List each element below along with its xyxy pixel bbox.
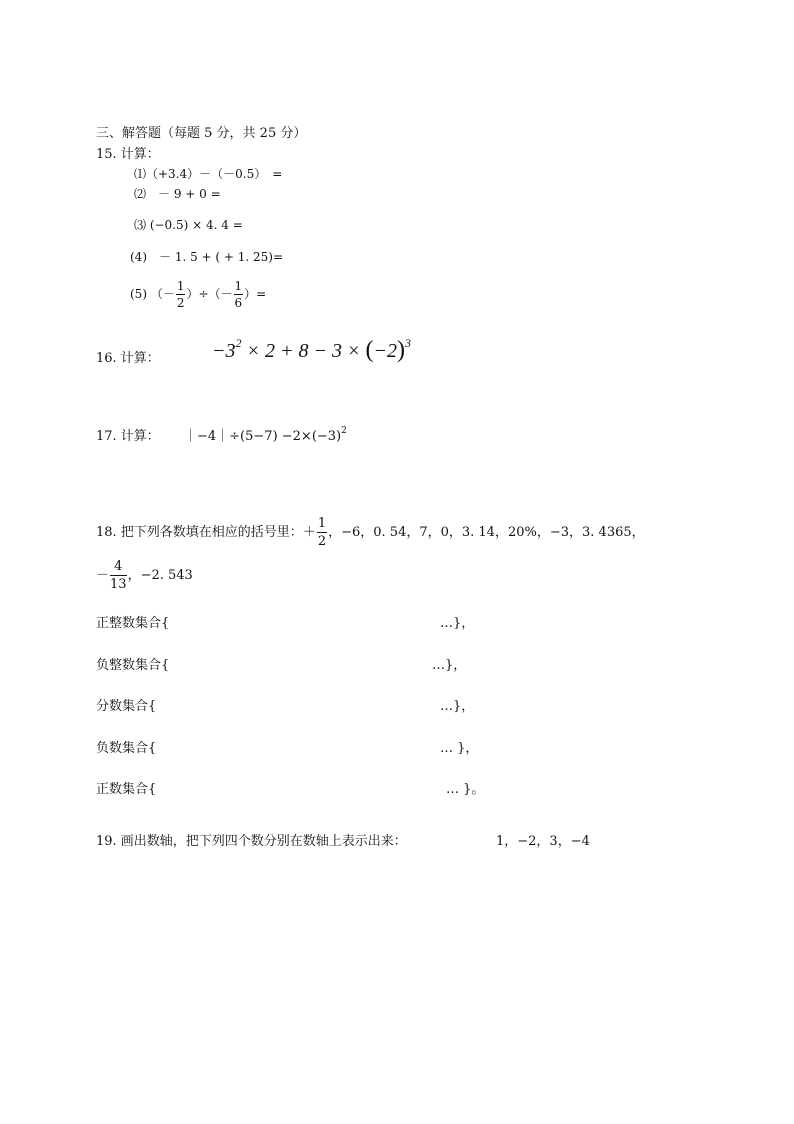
q18-list: ，−6，0. 54，7，0，3. 14，20%，−3，3. 4365， [328,525,645,540]
set-positive-integers-end: …}， [440,616,475,631]
q15-item-4: (4) － 1. 5 + ( + 1. 25)= [130,250,284,264]
q18-label: 18. 把下列各数填在相应的括号里：＋ [96,525,316,540]
q16-label: 16. 计算： [96,351,160,366]
set-positive-integers-label: 正整数集合{ [96,616,170,631]
q15-item5-suffix: ）= [244,287,267,301]
set-negative-integers-end: …}， [432,658,467,673]
q17-label: 17. 计算： [96,429,160,444]
q19-text: 19. 画出数轴，把下列四个数分别在数轴上表示出来： [96,834,407,849]
q19-numbers: 1，−2，3，−4 [496,834,590,849]
fraction-plus-one-half: $\frac{1}{2}$ [317,516,327,549]
set-negative-numbers-end: … }， [440,741,479,756]
set-negative-integers-label: 负整数集合{ [96,658,170,673]
q15-item-3: ⑶ (−0.5) × 4. 4 = [134,218,243,232]
q16-expression: $-3^2 \times 2 + 8 - 3 \times (-2)^3$ [212,336,411,363]
fraction-one-half: $\frac{1}{2}$ [176,279,185,310]
q15-item-1: ⑴（+3.4）－（－0.5） = [134,167,283,181]
set-positive-numbers-end: … }。 [446,782,485,797]
q15-item-2: ⑵ － 9 + 0 = [134,187,221,201]
set-positive-numbers-label: 正数集合{ [96,782,157,797]
fraction-four-thirteenths: $\frac{4}{13}$ [110,559,127,592]
q18-line1 [96,517,645,548]
set-fractions-end: …}， [440,699,475,714]
q18-line2: － $\frac{4}{13}$ ，−2. 543 [96,559,193,592]
q15-label: 15. 计算： [96,147,160,162]
set-fractions-label: 分数集合{ [96,699,157,714]
fraction-one-sixth: $\frac{1}{6}$ [234,279,243,310]
q17-expression: ｜−4｜÷(5−7) $-2\times(-3)^2$ [184,426,347,444]
set-negative-numbers-label: 负数集合{ [96,741,157,756]
section-title: 三、解答题（每题 5 分，共 25 分） [96,126,307,141]
q15-item-5 [130,280,266,309]
q15-item5-prefix: (5) （－ [130,287,175,301]
q15-item5-middle: ）÷（－ [186,287,233,301]
